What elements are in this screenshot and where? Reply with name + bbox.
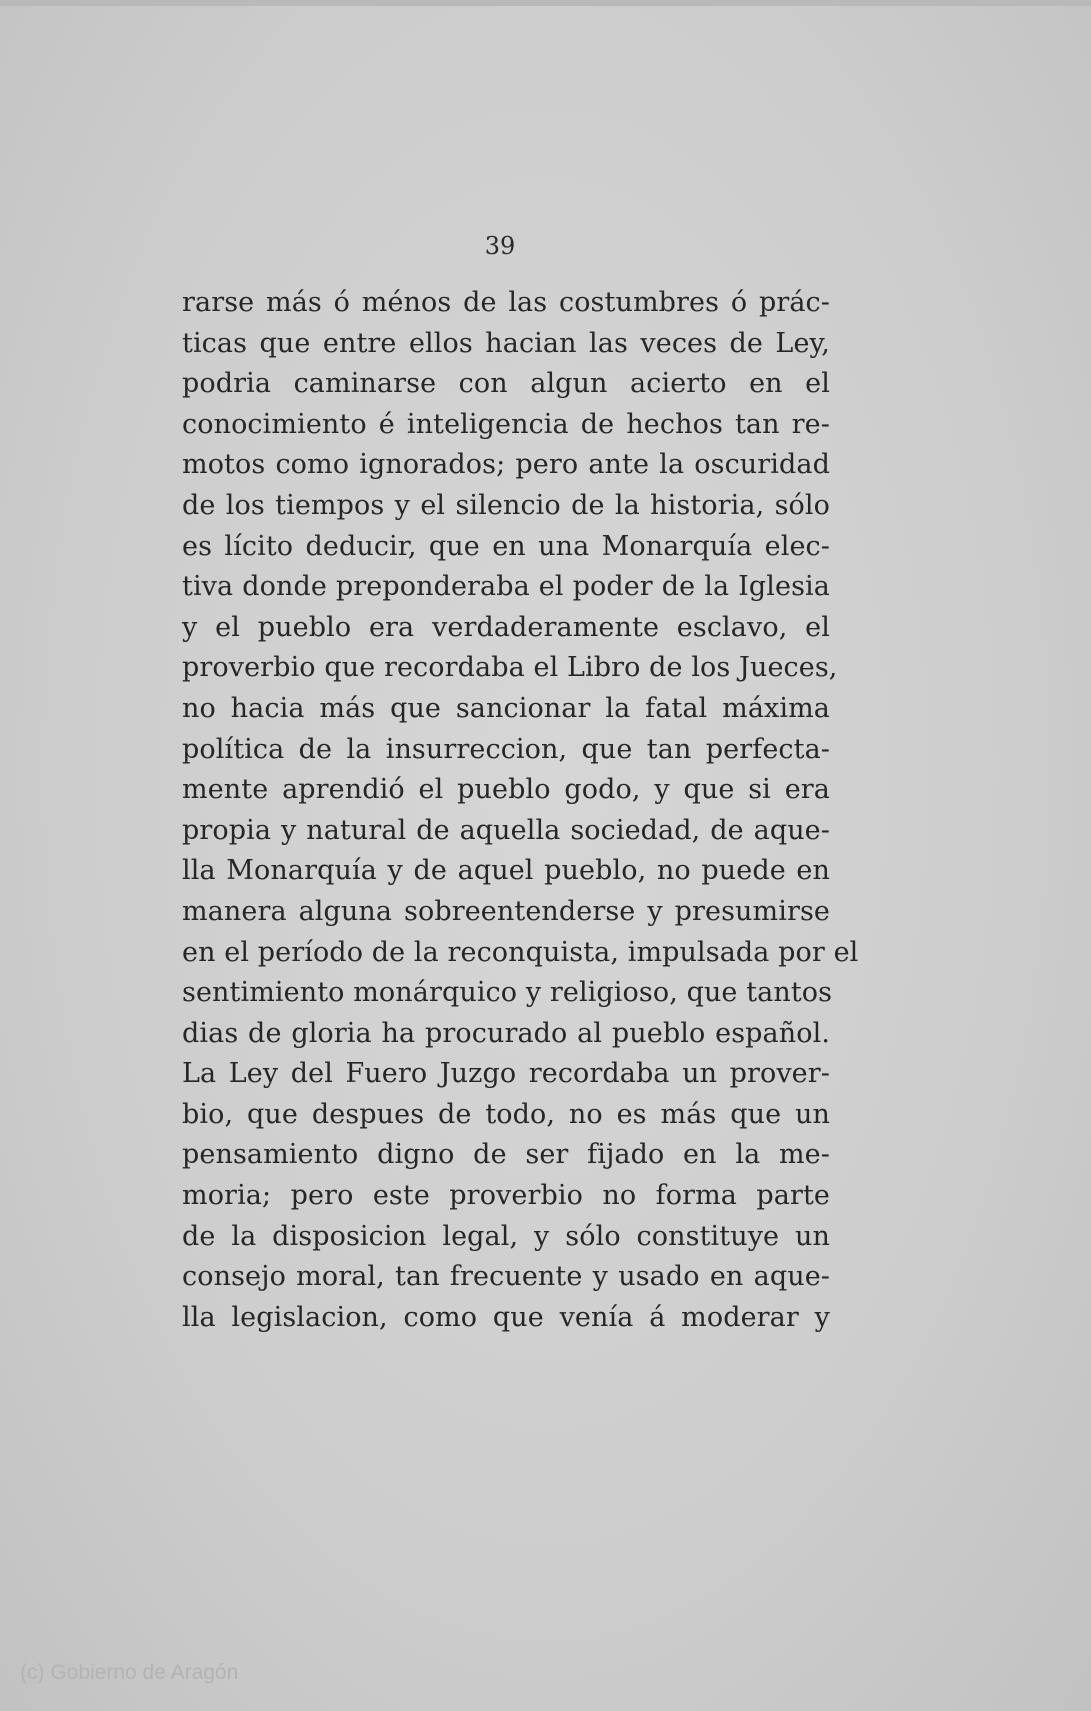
text-line: proverbio que recordaba el Libro de los Jueces, — [182, 652, 838, 684]
text-line: y el pueblo era verdaderamente esclavo, el — [182, 611, 830, 643]
copyright-watermark: (c) Gobierno de Aragón — [20, 1661, 239, 1684]
text-line: rarse más ó ménos de las costumbres ó prác- — [182, 287, 830, 318]
text-line: pensamiento digno de ser fijado en la me- — [182, 1139, 830, 1171]
text-line: moria; pero este proverbio no forma parte — [182, 1180, 830, 1212]
text-line: no hacia más que sancionar la fatal máxima — [182, 692, 830, 724]
text-line: en el período de la reconquista, impulsada por el — [182, 936, 859, 968]
text-line: dias de gloria ha procurado al pueblo español. — [182, 1017, 830, 1049]
body-text — [182, 283, 859, 1338]
page-top-edge — [0, 0, 1091, 6]
text-line: de la disposicion legal, y sólo constituye un — [182, 1220, 830, 1252]
text-line: La Ley del Fuero Juzgo recordaba un prover- — [182, 1058, 830, 1090]
text-line: ticas que entre ellos hacian las veces de Ley, — [182, 327, 830, 359]
text-line: de los tiempos y el silencio de la historia, sólo — [182, 489, 830, 521]
text-line: manera alguna sobreentenderse y presumirse — [182, 895, 830, 927]
page-number: 39 — [484, 232, 516, 260]
text-line: política de la insurreccion, que tan perfecta- — [182, 733, 830, 765]
text-line: conocimiento é inteligencia de hechos tan re- — [182, 408, 830, 440]
text-line: lla legislacion, como que venía á moderar y — [182, 1301, 830, 1333]
text-line: motos como ignorados; pero ante la oscuridad — [182, 449, 830, 481]
text-line: lla Monarquía y de aquel pueblo, no puede en — [182, 855, 830, 887]
text-line: bio, que despues de todo, no es más que un — [182, 1098, 830, 1130]
text-line: es lícito deducir, que en una Monarquía elec- — [182, 530, 830, 562]
text-line: tiva donde preponderaba el poder de la Iglesia — [182, 571, 830, 603]
text-line: sentimiento monárquico y religioso, que tantos — [182, 977, 833, 1009]
text-line: podria caminarse con algun acierto en el — [182, 368, 830, 400]
text-line: propia y natural de aquella sociedad, de aque- — [182, 814, 830, 846]
text-line: consejo moral, tan frecuente y usado en aque- — [182, 1261, 830, 1293]
text-line: mente aprendió el pueblo godo, y que si era — [182, 774, 830, 806]
